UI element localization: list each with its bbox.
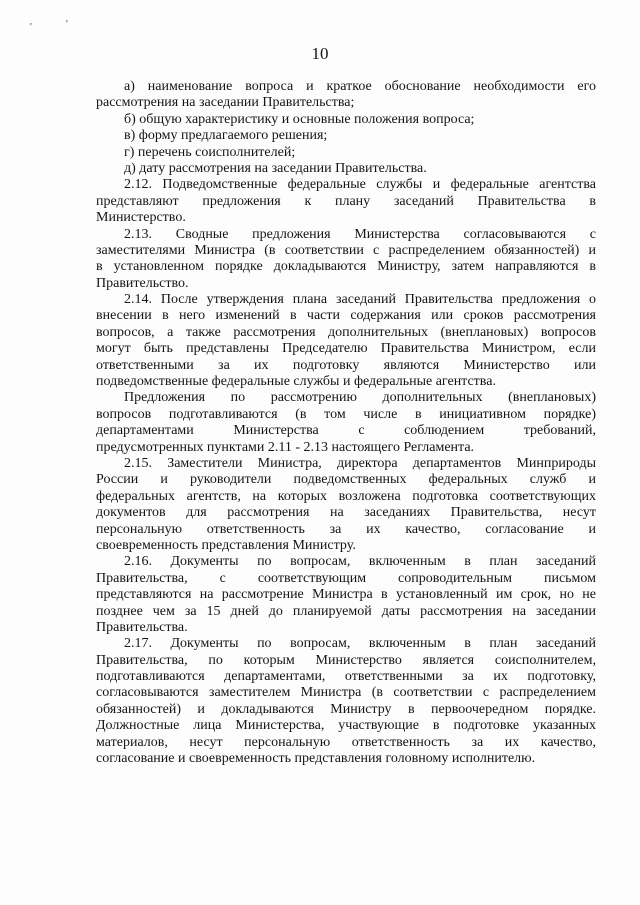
text-line: подготавливаются департаментами, ответственными за их подготовку,	[96, 669, 596, 685]
text-line: департаментами Министерства с соблюдением требований,	[96, 423, 596, 439]
text-line: ответственными за их подготовку являются Министерство или	[96, 357, 596, 373]
text-line: в установленном порядке докладываются Министру, затем направляются в	[96, 259, 596, 275]
text-line: д) дату рассмотрения на заседании Правительства.	[124, 160, 427, 176]
text-line: своевременность представления Министру.	[96, 537, 356, 553]
text-line: Правительства.	[96, 619, 188, 635]
text-line: вопросов подготавливаются (в том числе в инициативном порядке)	[96, 406, 596, 422]
text-line: предусмотренных пунктами 2.11 - 2.13 настоящего Регламента.	[96, 439, 475, 455]
text-line: Правительства, по которым Министерство является соисполнителем,	[96, 652, 596, 668]
text-line: б) общую характеристику и основные положения вопроса;	[124, 111, 475, 127]
text-line: Предложения по рассмотрению дополнительных (внеплановых)	[124, 390, 596, 406]
text-line: а) наименование вопроса и краткое обоснование необходимости его	[124, 79, 596, 94]
text-line: в) форму предлагаемого решения;	[124, 128, 328, 144]
text-line: 2.14. После утверждения плана заседаний Правительства предложения о	[124, 292, 596, 308]
text-line: 2.17. Документы по вопросам, включенным в план заседаний	[124, 636, 596, 652]
text-line: заместителями Министра (в соответствии с распределением обязанностей) и	[96, 242, 596, 258]
text-line: Правительство.	[96, 275, 189, 291]
text-line: согласовываются заместителем Министра (в соответствии с распределением	[96, 685, 596, 701]
text-line: документов для рассмотрения на заседаниях Правительства, несут	[96, 505, 596, 521]
text-line: обязанностей) и докладываются Министру в первоочередном порядке.	[96, 701, 596, 717]
text-line: федеральных агентств, на которых возложена подготовка соответствующих	[96, 488, 596, 504]
margin-mark: '	[66, 19, 68, 30]
text-line: могут быть представлены Председателю Правительства Министром, если	[96, 341, 596, 357]
text-line: Правительства, с соответствующим сопроводительным письмом	[96, 570, 596, 586]
text-line: 2.13. Сводные предложения Министерства согласовываются с	[124, 226, 596, 242]
margin-mark: '	[30, 22, 32, 33]
text-line: подведомственные федеральные службы и федеральные агентства.	[96, 374, 496, 390]
text-line: представляются на рассмотрение Министра в установленный им срок, но не	[96, 587, 596, 603]
text-line: внесении в него изменений в части содержания или сроков рассмотрения	[96, 308, 596, 324]
text-line: позднее чем за 15 дней до планируемой даты рассмотрения на заседании	[96, 603, 596, 619]
text-line: вопросов, а также рассмотрения дополнительных (внеплановых) вопросов	[96, 324, 596, 340]
text-line: 2.16. Документы по вопросам, включенным в план заседаний	[124, 554, 596, 570]
text-line: персональную ответственность за их качество, согласование и	[96, 521, 596, 537]
text-line: 2.12. Подведомственные федеральные службы и федеральные агентства	[124, 177, 596, 193]
page-number: 10	[311, 44, 329, 63]
text-line: согласование и своевременность представления головному исполнителю.	[96, 751, 536, 767]
text-line: Должностные лица Министерства, участвующие в подготовке указанных	[96, 718, 596, 734]
text-line: рассмотрения на заседании Правительства;	[96, 95, 355, 111]
text-line: России и руководители подведомственных федеральных служб и	[96, 472, 596, 488]
document-body	[96, 79, 596, 767]
text-line: материалов, несут персональную ответственность за их качество,	[96, 734, 596, 750]
text-line: 2.15. Заместители Министра, директора департаментов Минприроды	[124, 455, 596, 471]
text-line: Министерство.	[96, 210, 186, 226]
text-line: г) перечень соисполнителей;	[124, 144, 296, 160]
text-line: представляют предложения к плану заседаний Правительства в	[96, 193, 596, 209]
